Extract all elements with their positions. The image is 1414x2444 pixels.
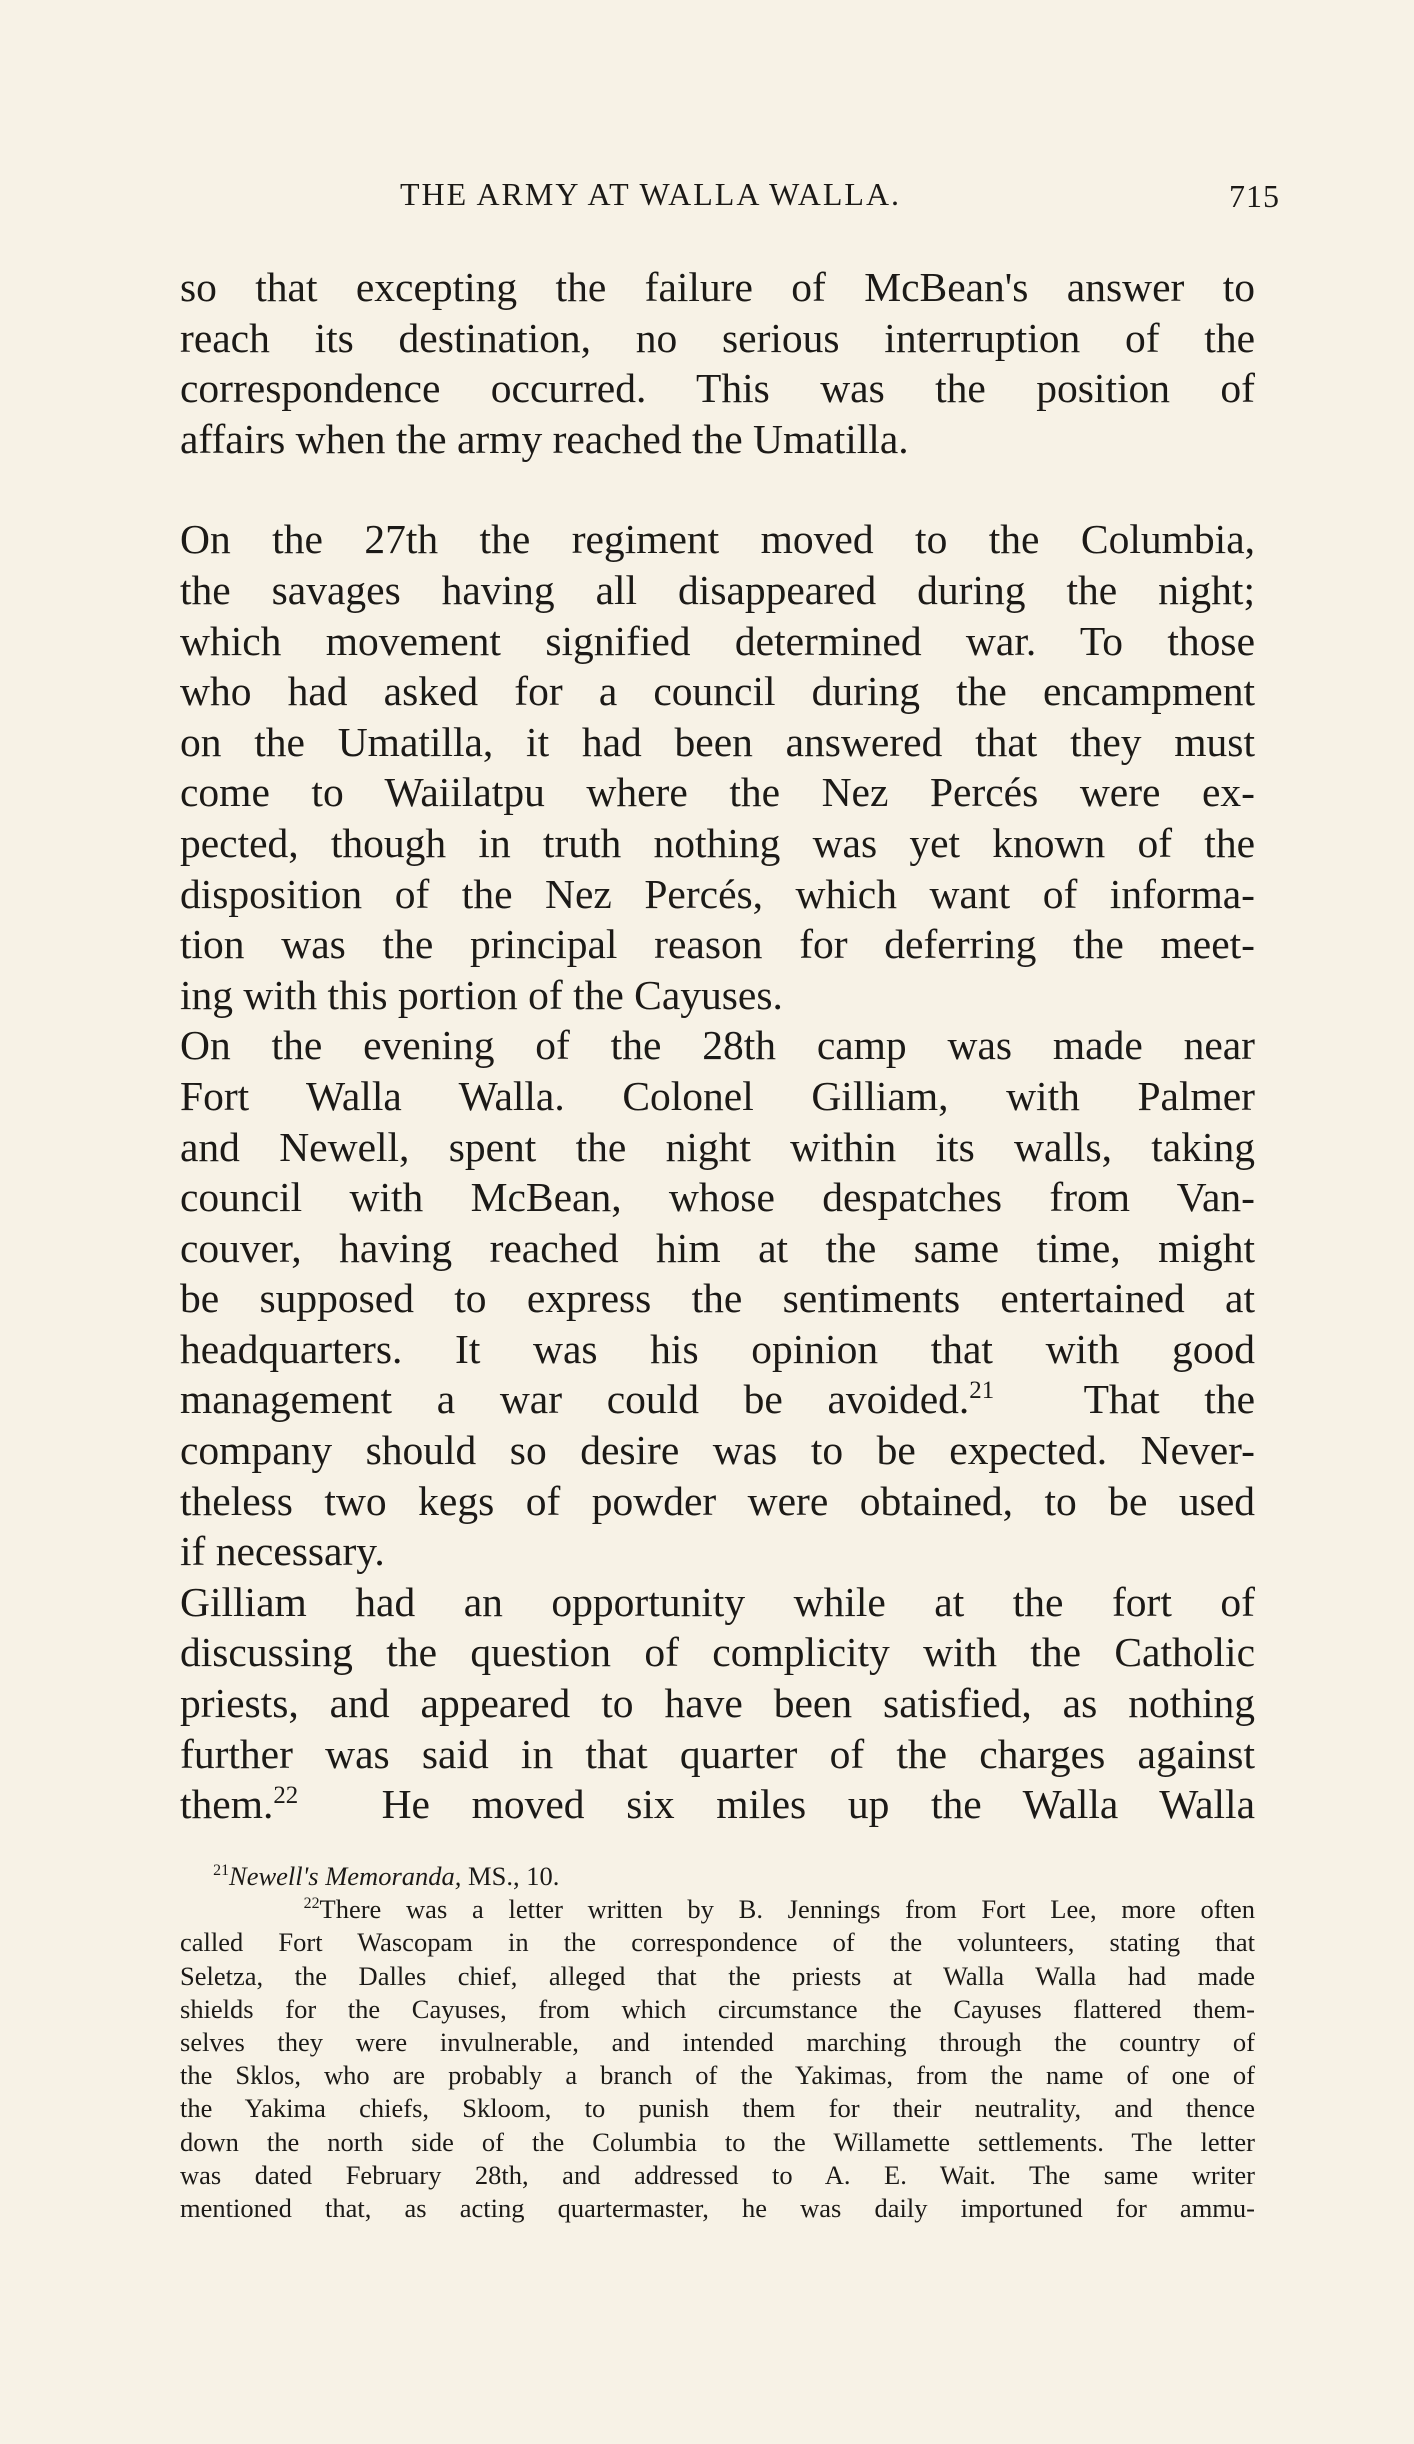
text-line: which movement signified determined war. To those: [180, 617, 1255, 664]
paragraph-1: [180, 262, 1255, 464]
text-line: headquarters. It was his opinion that with good: [180, 1325, 1255, 1372]
footnote-line: the Sklos, who are probably a branch of the Yakimas, from the name of one of: [180, 2060, 1255, 2091]
text-segment: That the: [1083, 1376, 1256, 1423]
text-line: affairs when the army reached the Umatilla.: [180, 415, 909, 462]
text-line: Gilliam had an opportunity while at the fort of: [180, 1578, 1255, 1625]
text-line: couver, having reached him at the same time, might: [180, 1224, 1255, 1271]
text-line: council with McBean, whose despatches from Van-: [180, 1174, 1255, 1221]
text-line: reach its destination, no serious interruption of the: [180, 314, 1255, 361]
text-line: theless two kegs of powder were obtained, to be used: [180, 1477, 1255, 1524]
text-line: the savages having all disappeared during the night;: [180, 566, 1255, 613]
text-line: discussing the question of complicity with the Catholic: [180, 1629, 1255, 1676]
paragraph-gap: [180, 464, 1255, 514]
paragraph-3: [180, 1020, 1255, 1577]
running-head: [180, 176, 1280, 216]
footnote-line: shields for the Cayuses, from which circumstance the Cayuses flattered them-: [180, 1993, 1255, 2024]
text-line: come to Waiilatpu where the Nez Percés were ex-: [180, 769, 1255, 816]
footnote-21: [180, 1860, 1255, 1893]
text-line: if necessary.: [180, 1528, 385, 1575]
text-line: Fort Walla Walla. Colonel Gilliam, with Palmer: [180, 1072, 1255, 1119]
footnote-marker-21: 21: [213, 1862, 230, 1880]
text-line: ing with this portion of the Cayuses.: [180, 971, 783, 1018]
text-line: and Newell, spent the night within its walls, taking: [180, 1123, 1255, 1170]
running-title: THE ARMY AT WALLA WALLA.: [400, 176, 902, 212]
text-line: correspondence occurred. This was the position of: [180, 365, 1255, 412]
paragraph-4: [180, 1577, 1255, 1830]
text-line: On the evening of the 28th camp was made near: [180, 1022, 1255, 1069]
footnote-line: Seletza, the Dalles chief, alleged that the priests at Walla Walla had made: [180, 1960, 1255, 1991]
footnote-text: There was a letter written by B. Jennings from Fort Lee, more often: [319, 1894, 1255, 1925]
footnote-marker-21[interactable]: 21: [969, 1377, 995, 1405]
text-line: further was said in that quarter of the charges against: [180, 1730, 1255, 1777]
footnote-line: called Fort Wascopam in the correspondence of the volunteers, stating that: [180, 1927, 1255, 1958]
text-line: On the 27th the regiment moved to the Columbia,: [180, 516, 1255, 563]
text-line-with-footnote: [180, 1779, 1255, 1830]
text-line: priests, and appeared to have been satisfied, as nothing: [180, 1680, 1255, 1727]
body-text: [180, 262, 1255, 1830]
text-line: pected, though in truth nothing was yet known of the: [180, 819, 1255, 866]
footnote-line: the Yakima chiefs, Skloom, to punish them for their neutrality, and thence: [180, 2093, 1255, 2124]
text-line: tion was the principal reason for deferring the meet-: [180, 921, 1255, 968]
text-line-with-footnote: [180, 1374, 1255, 1425]
footnote-line: was dated February 28th, and addressed to A. E. Wait. The same writer: [180, 2159, 1255, 2190]
text-segment: He moved six miles up the Walla Walla: [381, 1781, 1256, 1828]
footnote-source-title: Newell's Memoranda,: [229, 1861, 462, 1891]
text-line: so that excepting the failure of McBean's answer to: [180, 264, 1255, 310]
text-line: be supposed to express the sentiments entertained at: [180, 1275, 1255, 1322]
text-line: company should so desire was to be expected. Never-: [180, 1427, 1255, 1474]
footnote-text: MS., 10.: [468, 1861, 560, 1891]
paragraph-2: [180, 514, 1255, 1020]
text-line: on the Umatilla, it had been answered that they must: [180, 718, 1255, 765]
footnotes: [180, 1860, 1255, 2225]
footnote-line: mentioned that, as acting quartermaster, he was daily importuned for ammu-: [180, 2192, 1255, 2223]
footnote-line: selves they were invulnerable, and intended marching through the country of: [180, 2026, 1255, 2057]
footnote-marker-22: 22: [303, 1895, 320, 1913]
footnote-marker-22[interactable]: 22: [273, 1782, 299, 1810]
footnote-22: [180, 1893, 1255, 1926]
footnote-line: down the north side of the Columbia to the Willamette settlements. The letter: [180, 2126, 1255, 2157]
text-segment: management a war could be avoided.: [180, 1376, 970, 1423]
text-segment: them.: [180, 1781, 274, 1828]
text-line: disposition of the Nez Percés, which want of informa-: [180, 870, 1255, 917]
text-line: who had asked for a council during the encampment: [180, 668, 1255, 715]
page-number: 715: [1229, 178, 1280, 214]
